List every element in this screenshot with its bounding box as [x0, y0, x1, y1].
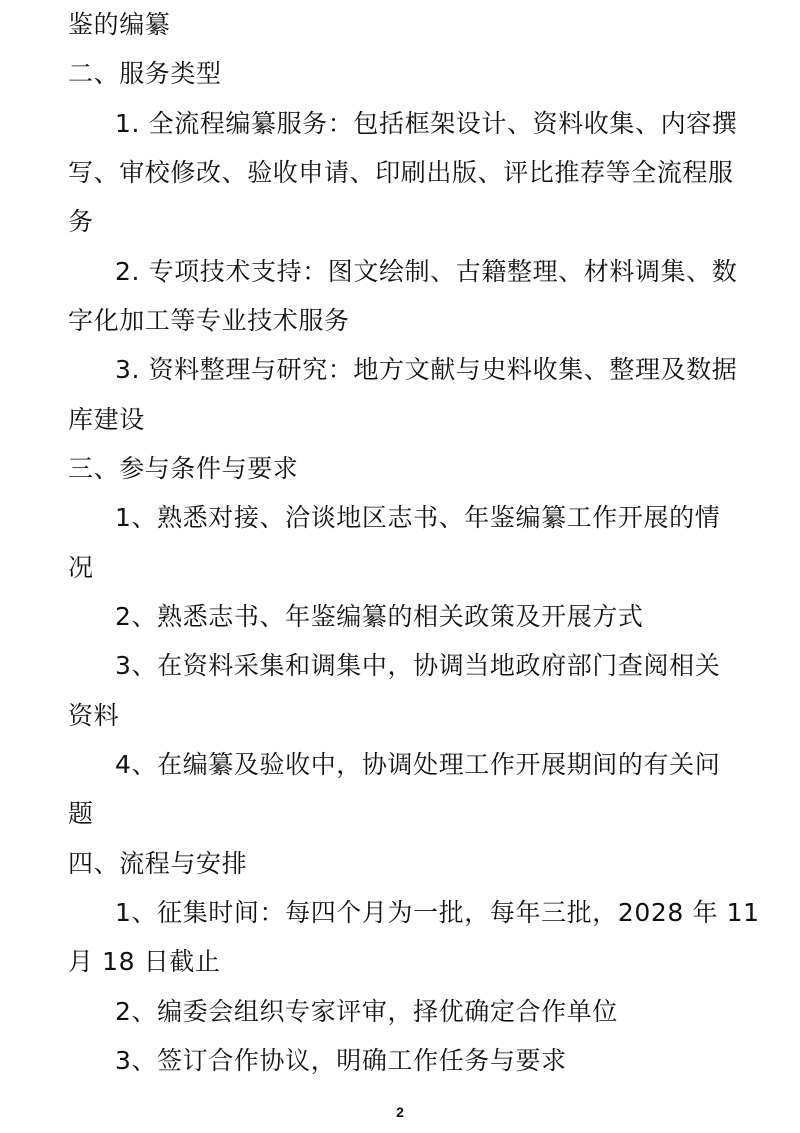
text-line-continuation: 鉴的编纂: [68, 10, 171, 39]
process-item-2: 2、编委会组织专家评审，择优确定合作单位: [115, 997, 618, 1026]
list-item-2-line-2: 字化加工等专业技术服务: [68, 306, 350, 335]
condition-item-4-line-1: 4、在编纂及验收中，协调处理工作开展期间的有关问: [115, 750, 721, 779]
process-item-3: 3、签订合作协议，明确工作任务与要求: [115, 1046, 567, 1075]
section-heading-process: 四、流程与安排: [68, 849, 248, 878]
condition-item-4-line-2: 题: [68, 799, 94, 828]
section-heading-service-types: 二、服务类型: [68, 59, 222, 88]
condition-item-1-line-2: 况: [68, 553, 94, 582]
condition-item-1-line-1: 1、熟悉对接、洽谈地区志书、年鉴编纂工作开展的情: [115, 503, 721, 532]
list-item-1-line-3: 务: [68, 207, 94, 236]
list-item-3-line-1: 3. 资料整理与研究：地方文献与史料收集、整理及数据: [115, 355, 738, 384]
condition-item-2: 2、熟悉志书、年鉴编纂的相关政策及开展方式: [115, 602, 644, 631]
section-heading-conditions: 三、参与条件与要求: [68, 454, 299, 483]
condition-item-3-line-2: 资料: [68, 701, 120, 730]
process-item-1-line-2: 月 18 日截止: [68, 947, 221, 976]
list-item-1-line-1: 1. 全流程编纂服务：包括框架设计、资料收集、内容撰: [115, 109, 738, 138]
condition-item-3-line-1: 3、在资料采集和调集中，协调当地政府部门查阅相关: [115, 651, 721, 680]
process-item-1-line-1: 1、征集时间：每四个月为一批，每年三批，2028 年 11: [115, 898, 760, 927]
page-number: 2: [396, 1104, 404, 1120]
list-item-3-line-2: 库建设: [68, 405, 145, 434]
list-item-2-line-1: 2. 专项技术支持：图文绘制、古籍整理、材料调集、数: [115, 257, 738, 286]
list-item-1-line-2: 写、审校修改、验收申请、印刷出版、评比推荐等全流程服: [68, 158, 734, 187]
